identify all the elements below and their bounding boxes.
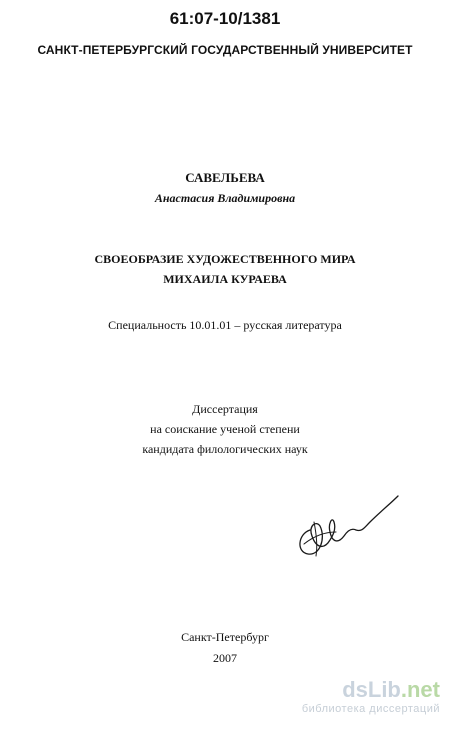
thesis-title-line-2: МИХАИЛА КУРАЕВА	[163, 272, 287, 286]
watermark-tld: .net	[400, 677, 440, 702]
watermark-subtitle: библиотека диссертаций	[301, 703, 440, 715]
handwritten-signature	[290, 492, 400, 562]
author-surname: САВЕЛЬЕВА	[185, 170, 265, 185]
site-watermark	[250, 678, 440, 723]
watermark-brand: dsLib	[342, 677, 401, 702]
university-name: САНКТ-ПЕТЕРБУРГСКИЙ ГОСУДАРСТВЕННЫЙ УНИВЕРСИТЕТ	[37, 43, 413, 57]
watermark-logo	[250, 678, 440, 702]
work-degree: кандидата филологических наук	[142, 442, 308, 456]
work-purpose: на соискание ученой степени	[150, 422, 300, 436]
thesis-title-line-1: СВОЕОБРАЗИЕ ХУДОЖЕСТВЕННОГО МИРА	[94, 252, 356, 266]
document-code: 61:07-10/1381	[169, 9, 281, 28]
work-type: Диссертация	[192, 402, 258, 416]
year: 2007	[213, 651, 237, 665]
city: Санкт-Петербург	[181, 630, 269, 644]
specialty: Специальность 10.01.01 – русская литература	[108, 318, 342, 332]
author-name: Анастасия Владимировна	[154, 191, 296, 205]
